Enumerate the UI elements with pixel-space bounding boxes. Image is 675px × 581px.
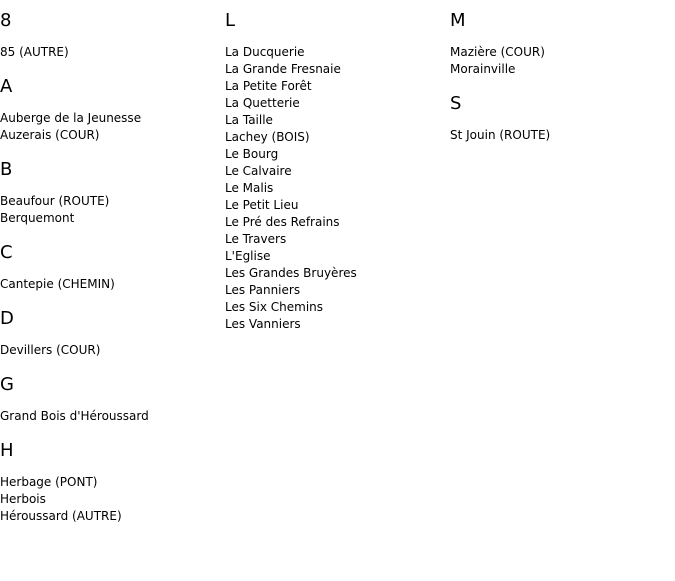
index-column-2 [225,8,445,346]
street-link[interactable]: La Ducquerie [225,45,305,59]
street-link[interactable]: Herbois [0,492,46,506]
street-list [450,127,670,144]
street-link[interactable]: Devillers (COUR) [0,343,101,357]
letter-group [0,8,220,61]
street-link[interactable]: Le Pré des Refrains [225,215,340,229]
street-link[interactable]: Héroussard (AUTRE) [0,509,122,523]
letter-heading: G [0,374,14,395]
street-list [450,44,670,78]
street-list [0,110,220,144]
street-link[interactable]: St Jouin (ROUTE) [450,128,551,142]
letter-heading: A [0,76,13,97]
street-link[interactable]: Lachey (BOIS) [225,130,310,144]
street-link[interactable]: Mazière (COUR) [450,45,545,59]
letter-group [225,8,445,333]
street-list [225,44,445,333]
street-link[interactable]: Cantepie (CHEMIN) [0,277,115,291]
letter-group [450,8,670,78]
street-link[interactable]: Le Travers [225,232,287,246]
street-link[interactable]: 85 (AUTRE) [0,45,69,59]
street-link[interactable]: Les Panniers [225,283,301,297]
street-link[interactable]: Les Vanniers [225,317,301,331]
letter-group [0,438,220,525]
street-link[interactable]: Le Bourg [225,147,279,161]
street-list [0,408,220,425]
street-link[interactable]: La Grande Fresnaie [225,62,341,76]
street-link[interactable]: Auberge de la Jeunesse [0,111,142,125]
letter-heading: B [0,159,13,180]
street-link[interactable]: La Quetterie [225,96,300,110]
index-column-1 [0,8,220,538]
street-link[interactable]: Morainville [450,62,516,76]
letter-heading: H [0,440,14,461]
letter-group [0,306,220,359]
street-link[interactable]: Le Petit Lieu [225,198,299,212]
street-link[interactable]: Beaufour (ROUTE) [0,194,110,208]
street-link[interactable]: Auzerais (COUR) [0,128,100,142]
street-link[interactable]: Les Six Chemins [225,300,324,314]
street-list [0,44,220,61]
letter-group [0,74,220,144]
letter-heading: M [450,10,466,31]
street-link[interactable]: Les Grandes Bruyères [225,266,357,280]
street-link[interactable]: L'Eglise [225,249,271,263]
letter-heading: 8 [0,10,12,31]
street-link[interactable]: La Taille [225,113,273,127]
street-list [0,276,220,293]
letter-group [0,157,220,227]
letter-heading: L [225,10,236,31]
street-link[interactable]: Herbage (PONT) [0,475,98,489]
letter-heading: C [0,242,13,263]
street-list [0,474,220,525]
street-link[interactable]: Le Malis [225,181,274,195]
street-link[interactable]: Grand Bois d'Héroussard [0,409,149,423]
street-list [0,342,220,359]
street-link[interactable]: Le Calvaire [225,164,292,178]
street-link[interactable]: Berquemont [0,211,75,225]
letter-group [0,372,220,425]
letter-heading: S [450,93,462,114]
letter-group [450,91,670,144]
letter-group [0,240,220,293]
index-column-3 [450,8,670,157]
street-list [0,193,220,227]
street-link[interactable]: La Petite Forêt [225,79,312,93]
letter-heading: D [0,308,14,329]
